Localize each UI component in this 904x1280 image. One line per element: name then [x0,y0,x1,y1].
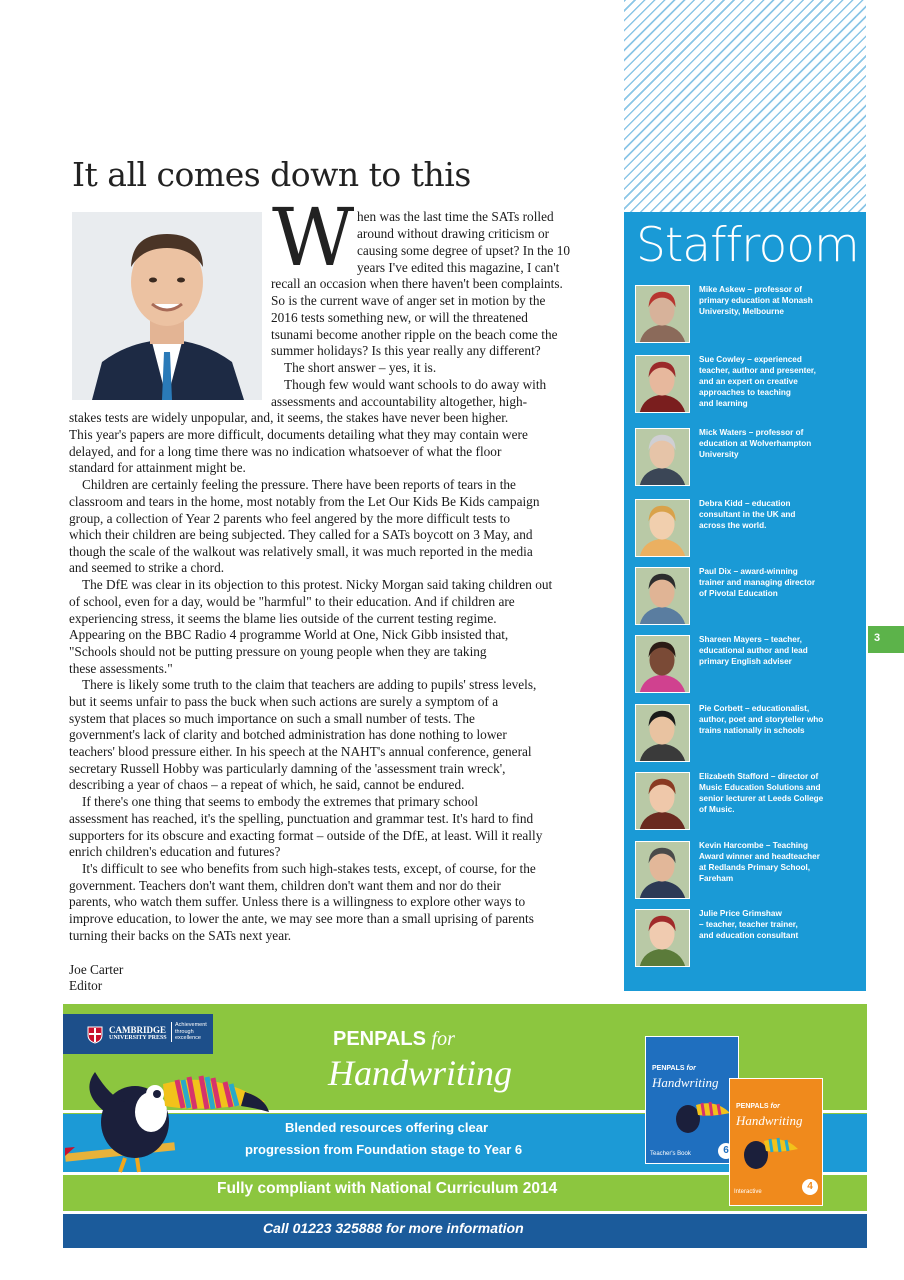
contributor [635,499,860,559]
contributor-desc: teacher, [768,635,802,644]
book-title: PENPALS for [652,1065,696,1072]
article-text-line: and seemed to strike a chord. [69,560,225,575]
contributor-desc: and learning [699,398,748,408]
publisher-tagline [171,1022,207,1042]
contributor-desc: professor of [751,285,802,294]
article-text-line: turning their backs on the SATs next year. [69,928,292,943]
article-text-line: causing some degree of upset? In the 10 [357,243,571,258]
article-text-line: parents, who watch them suffer. Unless there is a willingness to explore other ways to [69,894,526,909]
contributor-bio [699,428,859,461]
contributor-name: Paul Dix – [699,567,739,576]
contributor-desc: and an expert on creative [699,376,798,386]
article-text-line: Though few would want schools to do away with [284,377,547,392]
contributor-name: Mike Askew – [699,285,752,294]
tagline-line: excellence [175,1035,201,1042]
staffroom-sidebar [624,212,866,991]
article-text-line: enrich children's education and futures? [69,844,281,859]
contributor [635,355,860,415]
article-text-line: government. Teachers don't want them, children don't want them and nor do their [69,878,501,893]
contributor-desc: of Pivotal Education [699,588,778,598]
article-text-line: summer holidays? Is this year really any different? [271,343,541,358]
publisher-name: CAMBRIDGE [109,1025,167,1035]
tagline-line: through [175,1028,194,1035]
shield-icon [87,1026,103,1044]
product-name: Handwriting [328,1053,513,1093]
contributor-desc: at Redlands Primary School, [699,862,811,872]
contributor-desc: director of [775,772,819,781]
article-text-line: So is the current wave of anger set in motion by the [271,293,546,308]
article-text-line: If there's one thing that seems to embody the extremes that primary school [82,794,479,809]
contributor-name: Debra Kidd – [699,499,750,508]
article-text-line: hen was the last time the SATs rolled [357,209,554,224]
ad-call-text[interactable]: Call 01223 325888 for more information [263,1220,524,1236]
contributor [635,704,860,764]
contributor-photo [635,428,690,486]
toucan-illustration [65,1062,275,1180]
contributor-bio [699,355,859,410]
sidebar-hatch [624,0,866,212]
contributor-desc: Award winner and headteacher [699,851,820,861]
cambridge-logo [63,1014,213,1054]
contributor-bio [699,499,859,532]
contributor-desc: senior lecturer at Leeds College [699,793,824,803]
brand-for: for [431,1028,455,1050]
article-text-line: "Schools should not be putting pressure on young people when they are taking [69,644,487,659]
article-text-line: There is likely some truth to the claim that teachers are adding to pupils' stress levels, [82,677,537,692]
contributor-desc: educationalist, [749,704,810,713]
editor-portrait [72,212,262,400]
contributor [635,567,860,627]
ad-blurb-line: progression from Foundation stage to Year 6 [245,1142,523,1157]
teachers-book-cover [645,1036,739,1164]
article-text-line: describing a year of chaos – a repeat of which, he said, cannot be endured. [69,777,465,792]
contributor-desc: award-winning [738,567,798,576]
contributor-desc: education at Wolverhampton [699,438,812,448]
article-text-line: It's difficult to see who benefits from such high-stakes tests, except, of course, for the [82,861,536,876]
contributor-name: Mick Waters – [699,428,754,437]
contributor-name: Pie Corbett – [699,704,750,713]
contributor-desc: Music Education Solutions and [699,782,821,792]
signoff-name: Joe Carter [69,962,124,977]
contributor [635,909,860,969]
contributor-photo [635,567,690,625]
contributor [635,428,860,488]
contributor-photo [635,635,690,693]
article-text-line: around without drawing criticism or [357,226,550,241]
article-text-line: but it seems unfair to pass the buck when such actions are surely a symptom of a [69,694,499,709]
article-text-line: group, a collection of Year 2 parents who feel angered by the more difficult tests to [69,511,511,526]
contributor-name: Julie Price Grimshaw [699,909,782,918]
brand-penpals [333,1028,455,1051]
publisher-subname: UNIVERSITY PRESS [109,1035,167,1042]
tagline-line: Achievement [175,1022,207,1028]
book-number: 4 [802,1179,818,1195]
contributor-name: Sue Cowley – [699,355,752,364]
contributor-photo [635,841,690,899]
article-headline: It all comes down to this [72,155,471,194]
article-text-line: This year's papers are more difficult, documents detailing what they may contain were [69,427,528,442]
book-label: Interactive [734,1189,762,1195]
article-text-line: improve education, to lower the ante, we may see more than a small uprising of parents [69,911,534,926]
contributor-photo [635,704,690,762]
book-subtitle: Handwriting [652,1075,719,1090]
contributor-photo [635,772,690,830]
contributor-desc: Fareham [699,873,734,883]
article-text-line: years I've edited this magazine, I can't [357,260,560,275]
article-text-line: though the scale of the walkout was relatively small, it was much reported in the media [69,544,533,559]
contributor-desc: primary English adviser [699,656,792,666]
article-text-line: teachers' blood pressure either. In his speech at the NAHT's annual conference, general [69,744,532,759]
staffroom-title: Staffroom [636,218,859,273]
drop-cap: W [272,191,355,284]
contributor-desc: professor of [753,428,804,437]
contributor-desc: author, poet and storyteller who [699,714,824,724]
book-subtitle: Handwriting [736,1113,803,1128]
article-text-line: tsunami become another ripple on the beach come the [271,327,558,342]
contributor-bio [699,909,859,942]
contributor-bio [699,841,859,885]
article-text-line: delayed, and for a long time there was no indication whatsoever of what the floor [69,444,502,459]
contributor-desc: Teaching [770,841,809,850]
contributor-desc: across the world. [699,520,767,530]
contributor-desc: primary education at Monash [699,295,813,305]
article-text-line: stakes tests are widely unpopular, and, it seems, the stakes have never been higher. [69,410,509,425]
contributor-bio [699,635,859,668]
signoff-role: Editor [69,978,103,993]
contributor-desc: University [699,449,739,459]
contributor-desc: trainer and managing director [699,577,816,587]
contributor-desc: and education consultant [699,930,799,940]
article-text-line: assessments and accountability altogether, high- [271,394,528,409]
article-text-line: supporters for its obscure and exacting format – outside of the DfE, at least. Will it really [69,828,543,843]
contributor-desc: – teacher, teacher trainer, [699,919,798,929]
ad-blurb-line: Blended resources offering clear [285,1120,489,1135]
penpals-advert[interactable] [63,1004,867,1248]
contributor-desc: consultant in the UK and [699,509,796,519]
contributor-photo [635,285,690,343]
contributor-name: Elizabeth Stafford – [699,772,776,781]
brand-name: PENPALS [333,1028,426,1050]
article-text-line: secretary Russell Hobby was particularly damning of the 'assessment train wreck', [69,761,506,776]
contributor-desc: University, Melbourne [699,306,784,316]
contributor-bio [699,772,859,816]
contributor-desc: approaches to teaching [699,387,791,397]
toucan-icon [740,1131,800,1171]
article-text-line: experiencing stress, it seems the blame lies outside of the current testing regime. [69,611,497,626]
contributor [635,841,860,901]
interactive-book-cover [729,1078,823,1206]
contributor [635,285,860,345]
article-text-line: 2016 tests something new, or will the threatened [271,310,528,325]
contributor-name: Shareen Mayers – [699,635,769,644]
article-text-line: Children are certainly feeling the pressure. There have been reports of tears in the [82,477,516,492]
contributor-desc: trains nationally in schools [699,725,805,735]
contributor-desc: education [749,499,791,508]
contributor [635,772,860,832]
contributor-bio [699,285,859,318]
contributor [635,635,860,695]
article-text-line: classroom and tears in the home, most notably from the Let Our Kids Be Kids campaign [69,494,540,509]
article-text-line: The short answer – yes, it is. [284,360,437,375]
page-number: 3 [868,626,904,653]
contributor-name: Kevin Harcombe – [699,841,771,850]
book-label: Teacher's Book [650,1151,691,1157]
contributor-photo [635,355,690,413]
contributor-bio [699,704,859,737]
article-text-line: government's lack of clarity and botched administration has done nothing to lower [69,727,507,742]
article-text-line: standard for attainment might be. [69,460,246,475]
article-text-line: system that places so much importance on such a small number of tests. The [69,711,475,726]
contributor-photo [635,499,690,557]
toucan-icon [672,1095,732,1135]
article-text-line: The DfE was clear in its objection to this protest. Nicky Morgan said taking children out [82,577,553,592]
contributor-photo [635,909,690,967]
article-text-line: assessment has reached, it's the spelling, punctuation and grammar test. It's hard to find [69,811,534,826]
book-title: PENPALS for [736,1103,780,1110]
contributor-desc: of Music. [699,804,735,814]
article-text-line: of school, even for a day, would be "harmful" to their education. And if children are [69,594,515,609]
contributor-desc: experienced [751,355,802,364]
contributor-desc: educational author and lead [699,645,808,655]
ad-compliance: Fully compliant with National Curriculum 2014 [217,1180,558,1197]
article-text-line: recall an occasion when there haven't been complaints. [271,276,563,291]
book-number: 6 [718,1143,734,1159]
contributor-desc: teacher, author and presenter, [699,365,816,375]
contributor-bio [699,567,859,600]
article-text-line: which their children are being subjected. They called for a SATs boycott on 3 May, and [69,527,533,542]
article-text-line: these assessments." [69,661,173,676]
article-text-line: Appearing on the BBC Radio 4 programme World at One, Nick Gibb insisted that, [69,627,509,642]
